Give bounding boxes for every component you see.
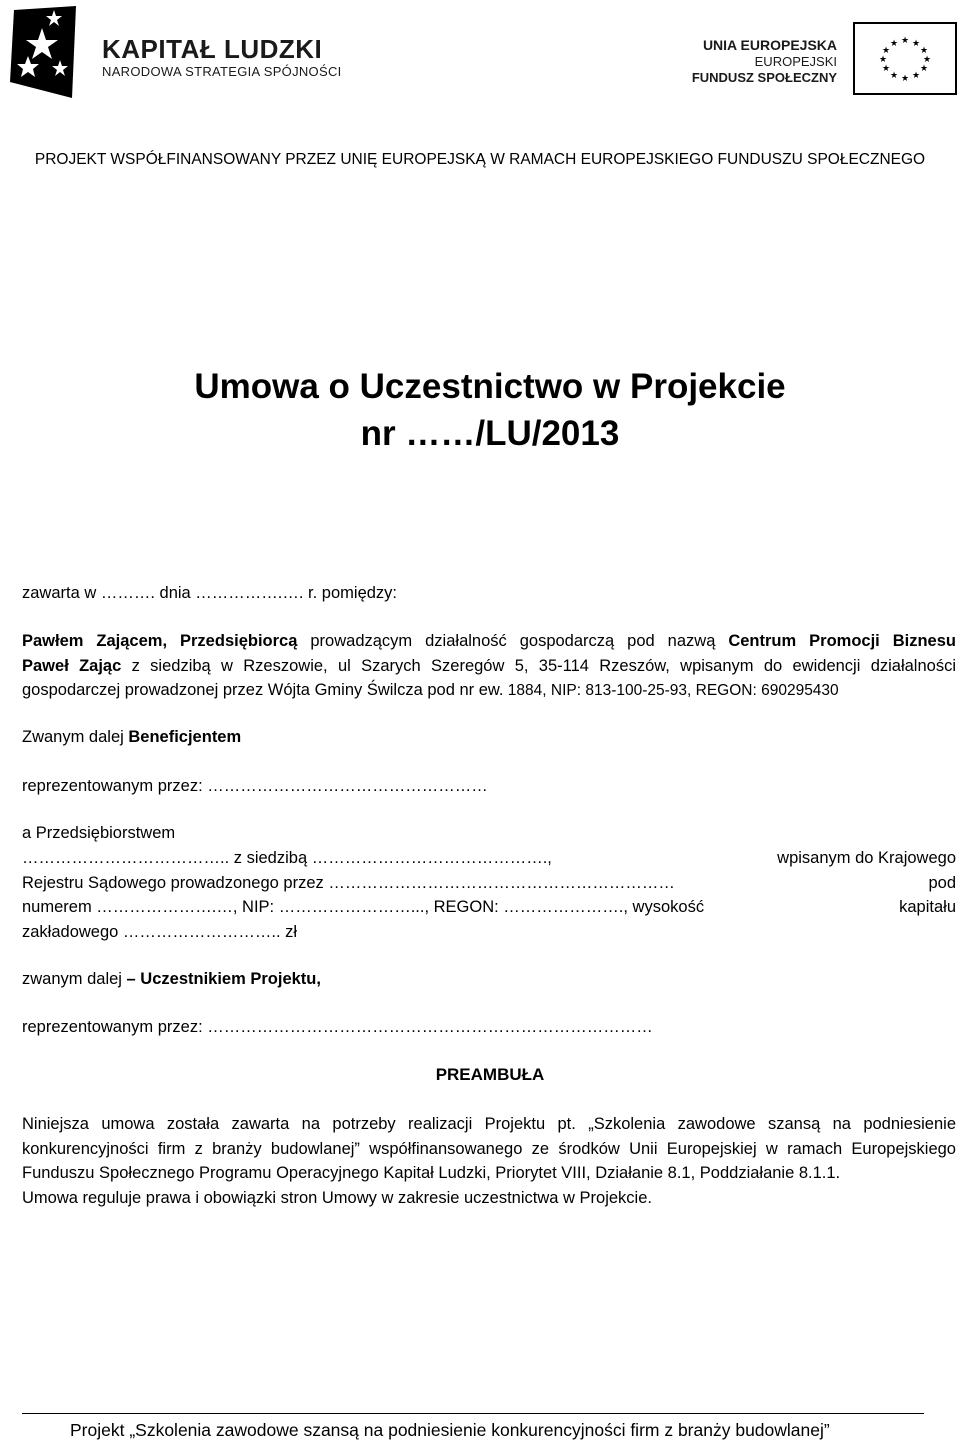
svg-text:★: ★ <box>900 36 910 46</box>
kapital-ludzki-logo <box>6 2 78 100</box>
party1-registry: gospodarczej prowadzonej przez Wójta Gminy Świlcza pod nr ew. <box>22 681 504 699</box>
party1-line1 <box>22 629 956 654</box>
kapital-ludzki-logo-subtitle: NARODOWA STRATEGIA SPÓJNOŚCI <box>102 64 342 79</box>
preamble-line-2: konkurencyjności firm z branży budowlanej” współfinansowanego ze środków Unii Europejskiej w ramach Europejskiego <box>22 1139 956 1158</box>
called-participant <box>22 969 321 989</box>
and-company: a Przedsiębiorstwem <box>22 824 176 842</box>
footer-rule <box>22 1413 924 1414</box>
company-line-3-a: numerem ………………….…, NIP: ……………………..., REGON: …………………., wysokość <box>22 898 705 916</box>
svg-text:★: ★ <box>919 64 929 74</box>
svg-text:★: ★ <box>919 46 929 56</box>
company-line-4: zakładowego ……………………….. zł <box>22 922 298 941</box>
kapital-ludzki-logo-title: KAPITAŁ LUDZKI <box>102 34 323 64</box>
party1-name: Pawłem Zającem, Przedsiębiorcą <box>22 632 298 650</box>
called-participant-prefix: zwanym dalej <box>22 970 127 988</box>
preamble-line-3: Funduszu Społecznego Programu Operacyjnego Kapitał Ludzki, Priorytet VIII, Działanie 8.1, Poddziałanie 8.1.1. <box>22 1164 841 1182</box>
eu-logo-line2: EUROPEJSKI <box>754 54 837 69</box>
preamble-heading: PREAMBUŁA <box>435 1065 545 1084</box>
participant-label: – Uczestnikiem Projektu, <box>126 970 321 988</box>
company-line-3-b: kapitału <box>899 898 956 916</box>
party1-paragraph <box>22 629 956 704</box>
concluded-line: zawarta w ………. dnia …………….…. r. pomiędzy: <box>22 584 398 602</box>
represented-by-2: reprezentowanym przez: ……………………………………………………………………… <box>22 1018 653 1036</box>
svg-text:★: ★ <box>911 71 921 81</box>
called-beneficiary <box>22 727 241 747</box>
svg-text:★: ★ <box>881 46 891 56</box>
called-beneficiary-prefix: Zwanym dalej <box>22 728 129 746</box>
document-number: nr ……/LU/2013 <box>360 414 620 453</box>
kapital-ludzki-emblem-icon <box>6 2 78 100</box>
svg-text:★: ★ <box>878 55 888 65</box>
svg-text:★: ★ <box>889 39 899 49</box>
party1-company: Centrum Promocji Biznesu <box>728 632 956 650</box>
company-line-2-b: pod <box>928 873 956 892</box>
party1-line3 <box>22 678 956 704</box>
company-line-2 <box>22 871 956 896</box>
company-line-1 <box>22 846 956 871</box>
party1-company-owner: Paweł Zając <box>22 656 122 675</box>
represented-by-1: reprezentowanym przez: …………………………………………… <box>22 777 488 795</box>
beneficiary-label: Beneficjentem <box>128 728 242 746</box>
document-title: Umowa o Uczestnictwo w Projekcie <box>194 367 786 406</box>
eu-logo-line3: FUNDUSZ SPOŁECZNY <box>691 70 837 85</box>
company-line-1-b: wpisanym do Krajowego <box>777 849 956 867</box>
eu-logo-line1: UNIA EUROPEJSKA <box>702 37 837 53</box>
svg-text:★: ★ <box>900 74 910 84</box>
project-banner: PROJEKT WSPÓŁFINANSOWANY PRZEZ UNIĘ EUROPEJSKĄ W RAMACH EUROPEJSKIEGO FUNDUSZU SPOŁECZNEGO <box>34 151 926 168</box>
svg-text:★: ★ <box>881 64 891 74</box>
svg-text:★: ★ <box>922 55 932 65</box>
company-line-3 <box>22 895 956 920</box>
eu-flag-icon <box>853 22 957 95</box>
company-line-1-a: ……………………………….. z siedzibą ……………………………………., <box>22 849 552 867</box>
party1-text1: prowadzącym działalność gospodarczą pod nazwą <box>297 632 729 650</box>
party1-line2 <box>22 654 956 679</box>
company-details-paragraph <box>22 846 956 944</box>
preamble-paragraph <box>22 1112 956 1210</box>
party1-address: z siedzibą w Rzeszowie, ul Szarych Szeregów 5, 35-114 Rzeszów, wpisanym do ewidencji działalności <box>121 656 956 675</box>
svg-text:★: ★ <box>889 71 899 81</box>
preamble-line-4: Umowa reguluje prawa i obowiązki stron Umowy w zakresie uczestnictwa w Projekcie. <box>22 1188 652 1207</box>
preamble-line-1: Niniejsza umowa została zawarta na potrzeby realizacji Projektu pt. „Szkolenia zawodowe szansą na podniesienie <box>22 1115 956 1133</box>
footer-text: Projekt „Szkolenia zawodowe szansą na podniesienie konkurencyjności firm z branży budowlanej” <box>70 1420 830 1440</box>
svg-text:★: ★ <box>911 39 921 49</box>
party1-ids: 1884, NIP: 813-100-25-93, REGON: 690295430 <box>503 682 839 699</box>
eu-logo-text <box>692 36 837 86</box>
company-line-2-a: Rejestru Sądowego prowadzonego przez ……………………………………………………… <box>22 873 675 892</box>
